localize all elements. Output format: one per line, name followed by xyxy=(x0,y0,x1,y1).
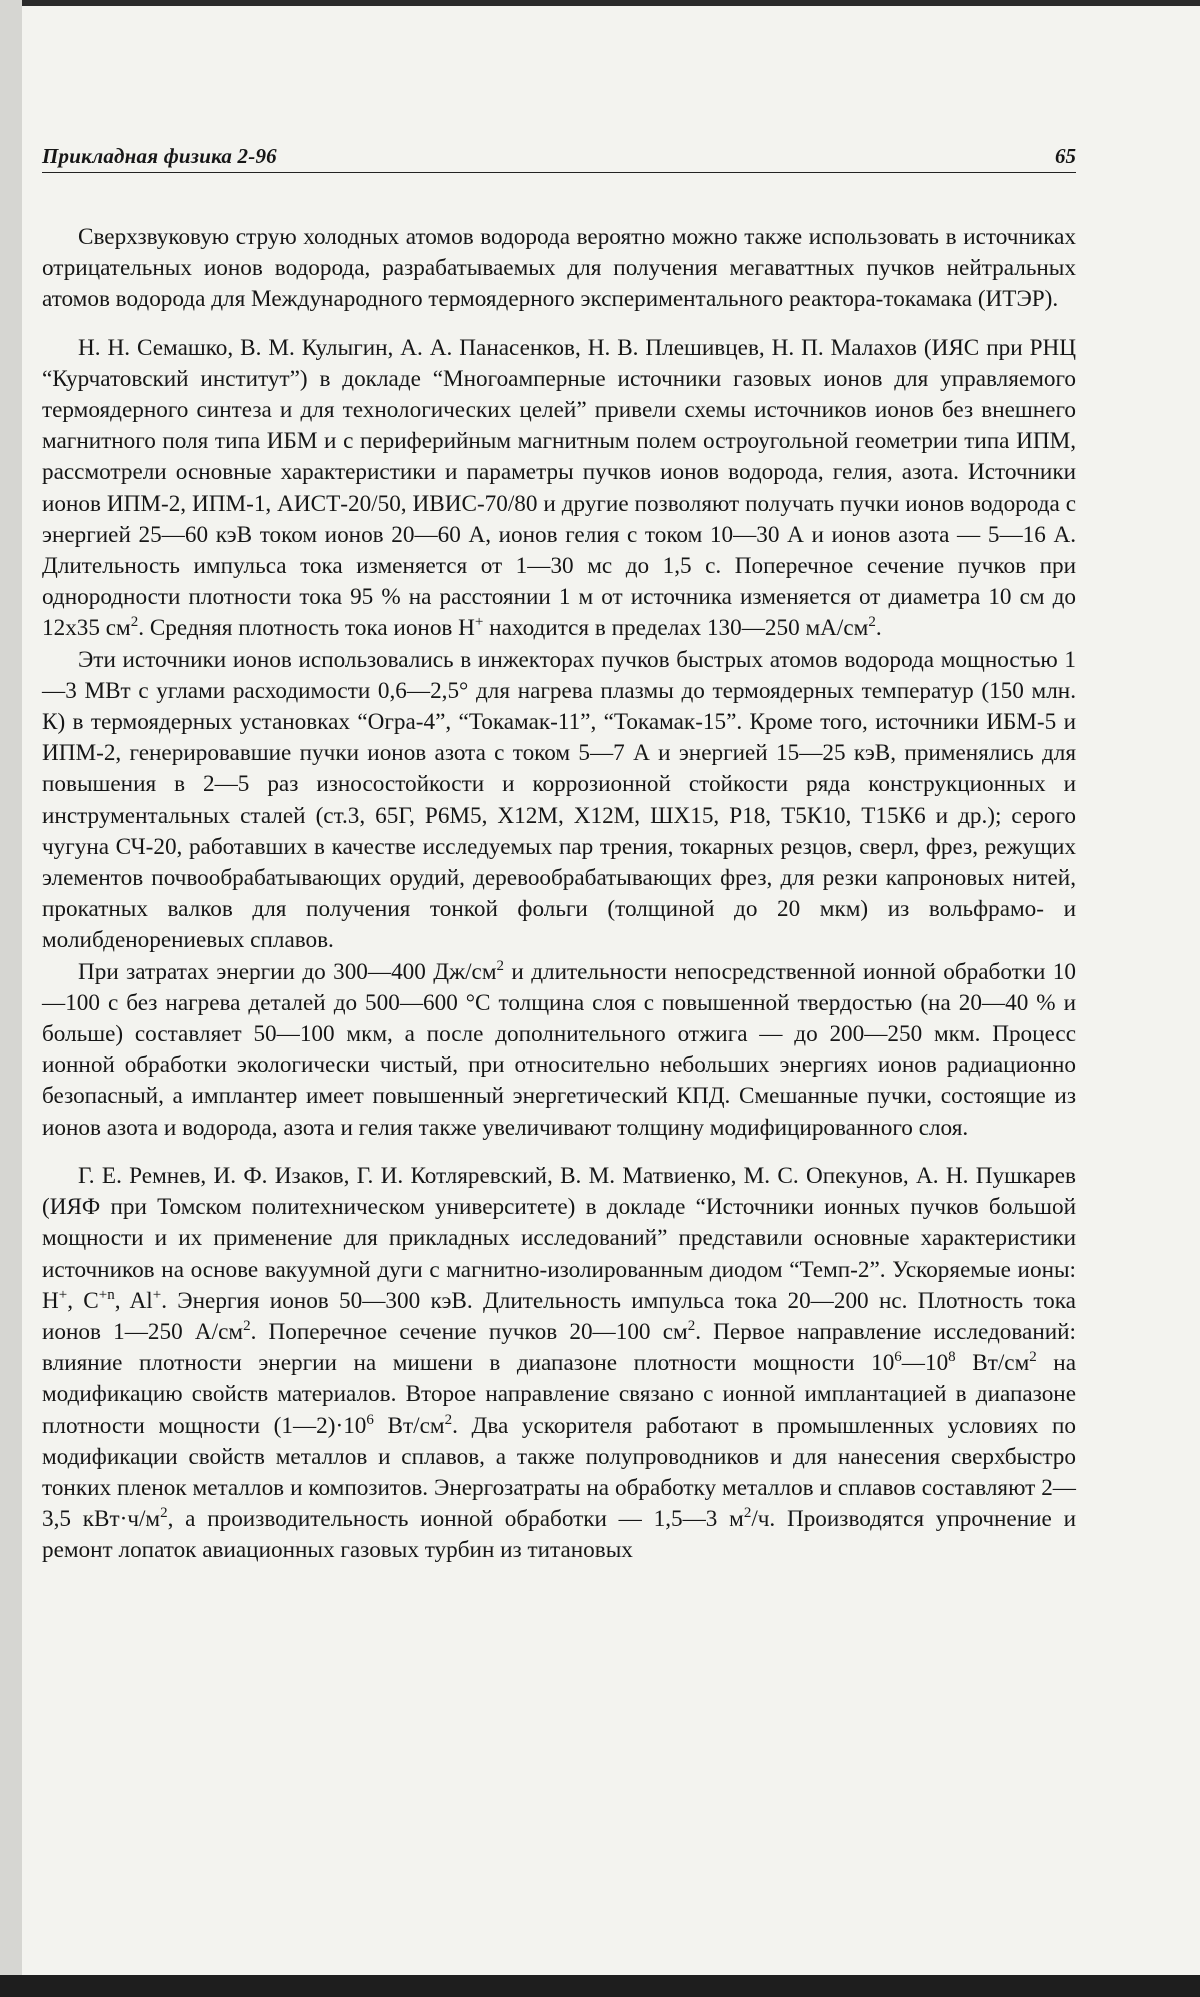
running-header xyxy=(42,142,1076,173)
page-number: 65 xyxy=(1055,144,1076,168)
paragraph-remnev-report: Г. Е. Ремнев, И. Ф. Изаков, Г. И. Котляревский, В. М. Матвиенко, М. С. Опекунов, А. Н. Пушкарев (ИЯФ при Томском политехническом университете) в докладе “Источники ионных пучков большой мощности и их применение для прикладных исследований” представили основные характеристики источников на основе вакуумной дуги с магнитно-изолированным диодом “Темп-2”. Ускоряемые ионы: H+, $C^{+n}$, Al+. Энергия ионов 50—300 кэВ. Длительность импульса тока 20—200 нс. Плотность тока ионов 1—250 $А/см^2$. Поперечное сечение пучков 20—100 $см^2$. Первое направление исследований: влияние плотности энергии на мишени в диапазоне плотности мощности $10^6—10^8$ $Вт/см^2$ на модификацию свойств материалов. Второе направление связано с ионной имплантацией в диапазоне плотности мощности $(1—2)\cdot 10^6$ $Вт/см^2$. Два ускорителя работают в промышленных условиях по модификации свойств металлов и сплавов, а также полупроводников и для нанесения сверхбыстро тонких пленок металлов и композитов. Энергозатраты на обработку металлов и сплавов составляют 2—3,5 $кВт\cdot ч/м^2$, а производительность ионной обработки — 1,5—3 $м^2/ч$. Производятся упрочнение и ремонт лопаток авиационных газовых турбин из титановых xyxy=(42,1162,1077,1564)
scan-top-edge xyxy=(0,0,1200,6)
scan-left-edge xyxy=(0,0,22,1997)
paragraph-injectors: Эти источники ионов использовались в инжекторах пучков быстрых атомов водорода мощностью 1—3 МВт с углами расходимости 0,6—2,5° для нагрева плазмы до термоядерных температур (150 млн. К) в термоядерных установках “Огра-4”, “Токамак-11”, “Токамак-15”. Кроме того, источники ИБМ-5 и ИПМ-2, генерировавшие пучки ионов азота с током 5—7 А и энергией 15—25 кэВ, применялись для повышения в 2—5 раз износостойкости и коррозионной стойкости ряда конструкционных и инструментальных сталей (ст.3, 65Г, Р6М5, Х12М, Х12М, ШХ15, Р18, Т5К10, Т15К6 и др.); серого чугуна СЧ-20, работавших в качестве исследуемых пар трения, токарных резцов, сверл, фрез, режущих элементов почвообрабатывающих орудий, деревообрабатывающих фрез, для резки капроновых нитей, прокатных валков для получения тонкой фольги (толщиной до 20 мкм) из вольфрамо- и молибденорениевых сплавов. xyxy=(42,646,1076,954)
paragraph-energy-costs: При затратах энергии до 300—400 $Дж/см^2$ и длительности непосредственной ионной обработки 10—100 с без нагрева деталей до 500—600 °С толщина слоя с повышенной твердостью (на 20—40 % и больше) составляет 50—100 мкм, а после дополнительного отжига — до 200—250 мкм. Процесс ионной обработки экологически чистый, при относительно небольших энергиях ионов радиационно безопасный, а имплантер имеет повышенный энергетический КПД. Смешанные пучки, состоящие из ионов азота и водорода, азота и гелия также увеличивают толщину модифицированного слоя. xyxy=(42,957,1076,1141)
article-body xyxy=(42,222,1076,1567)
paragraph-semashko-report: Н. Н. Семашко, В. М. Кулыгин, А. А. Панасенков, Н. В. Плешивцев, Н. П. Малахов (ИЯС при РНЦ “Курчатовский институт”) в докладе “Многоамперные источники газовых ионов для управляемого термоядерного синтеза и для технологических целей” привели схемы источников ионов без внешнего магнитного поля типа ИБМ и с периферийным магнитным полем остроугольной геометрии типа ИПМ, рассмотрели основные характеристики и параметры пучков ионов водорода, гелия, азота. Источники ионов ИПМ-2, ИПМ-1, АИСТ-20/50, ИВИС-70/80 и другие позволяют получать пучки ионов водорода с энергией 25—60 кэВ током ионов 20—60 А, ионов гелия с током 10—30 А и ионов азота — 5—16 А. Длительность импульса тока изменяется от 1—30 мс до 1,5 с. Поперечное сечение пучков при однородности плотности тока 95 % на расстоянии 1 м от источника изменяется от диаметра 10 см до 12x35 $см^2$. Средняя плотность тока ионов H+ находится в пределах 130—250 $мА/см^2$. xyxy=(42,334,1076,642)
paragraph-hydrogen-jet: Сверхзвуковую струю холодных атомов водорода вероятно можно также использовать в источниках отрицательных ионов водорода, разрабатываемых для получения мегаваттных пучков нейтральных атомов водорода для Международного термоядерного экспериментального реактора-токамака (ИТЭР). xyxy=(42,224,1076,313)
journal-title: Прикладная физика 2-96 xyxy=(42,144,277,168)
scan-bottom-edge xyxy=(0,1975,1200,1997)
